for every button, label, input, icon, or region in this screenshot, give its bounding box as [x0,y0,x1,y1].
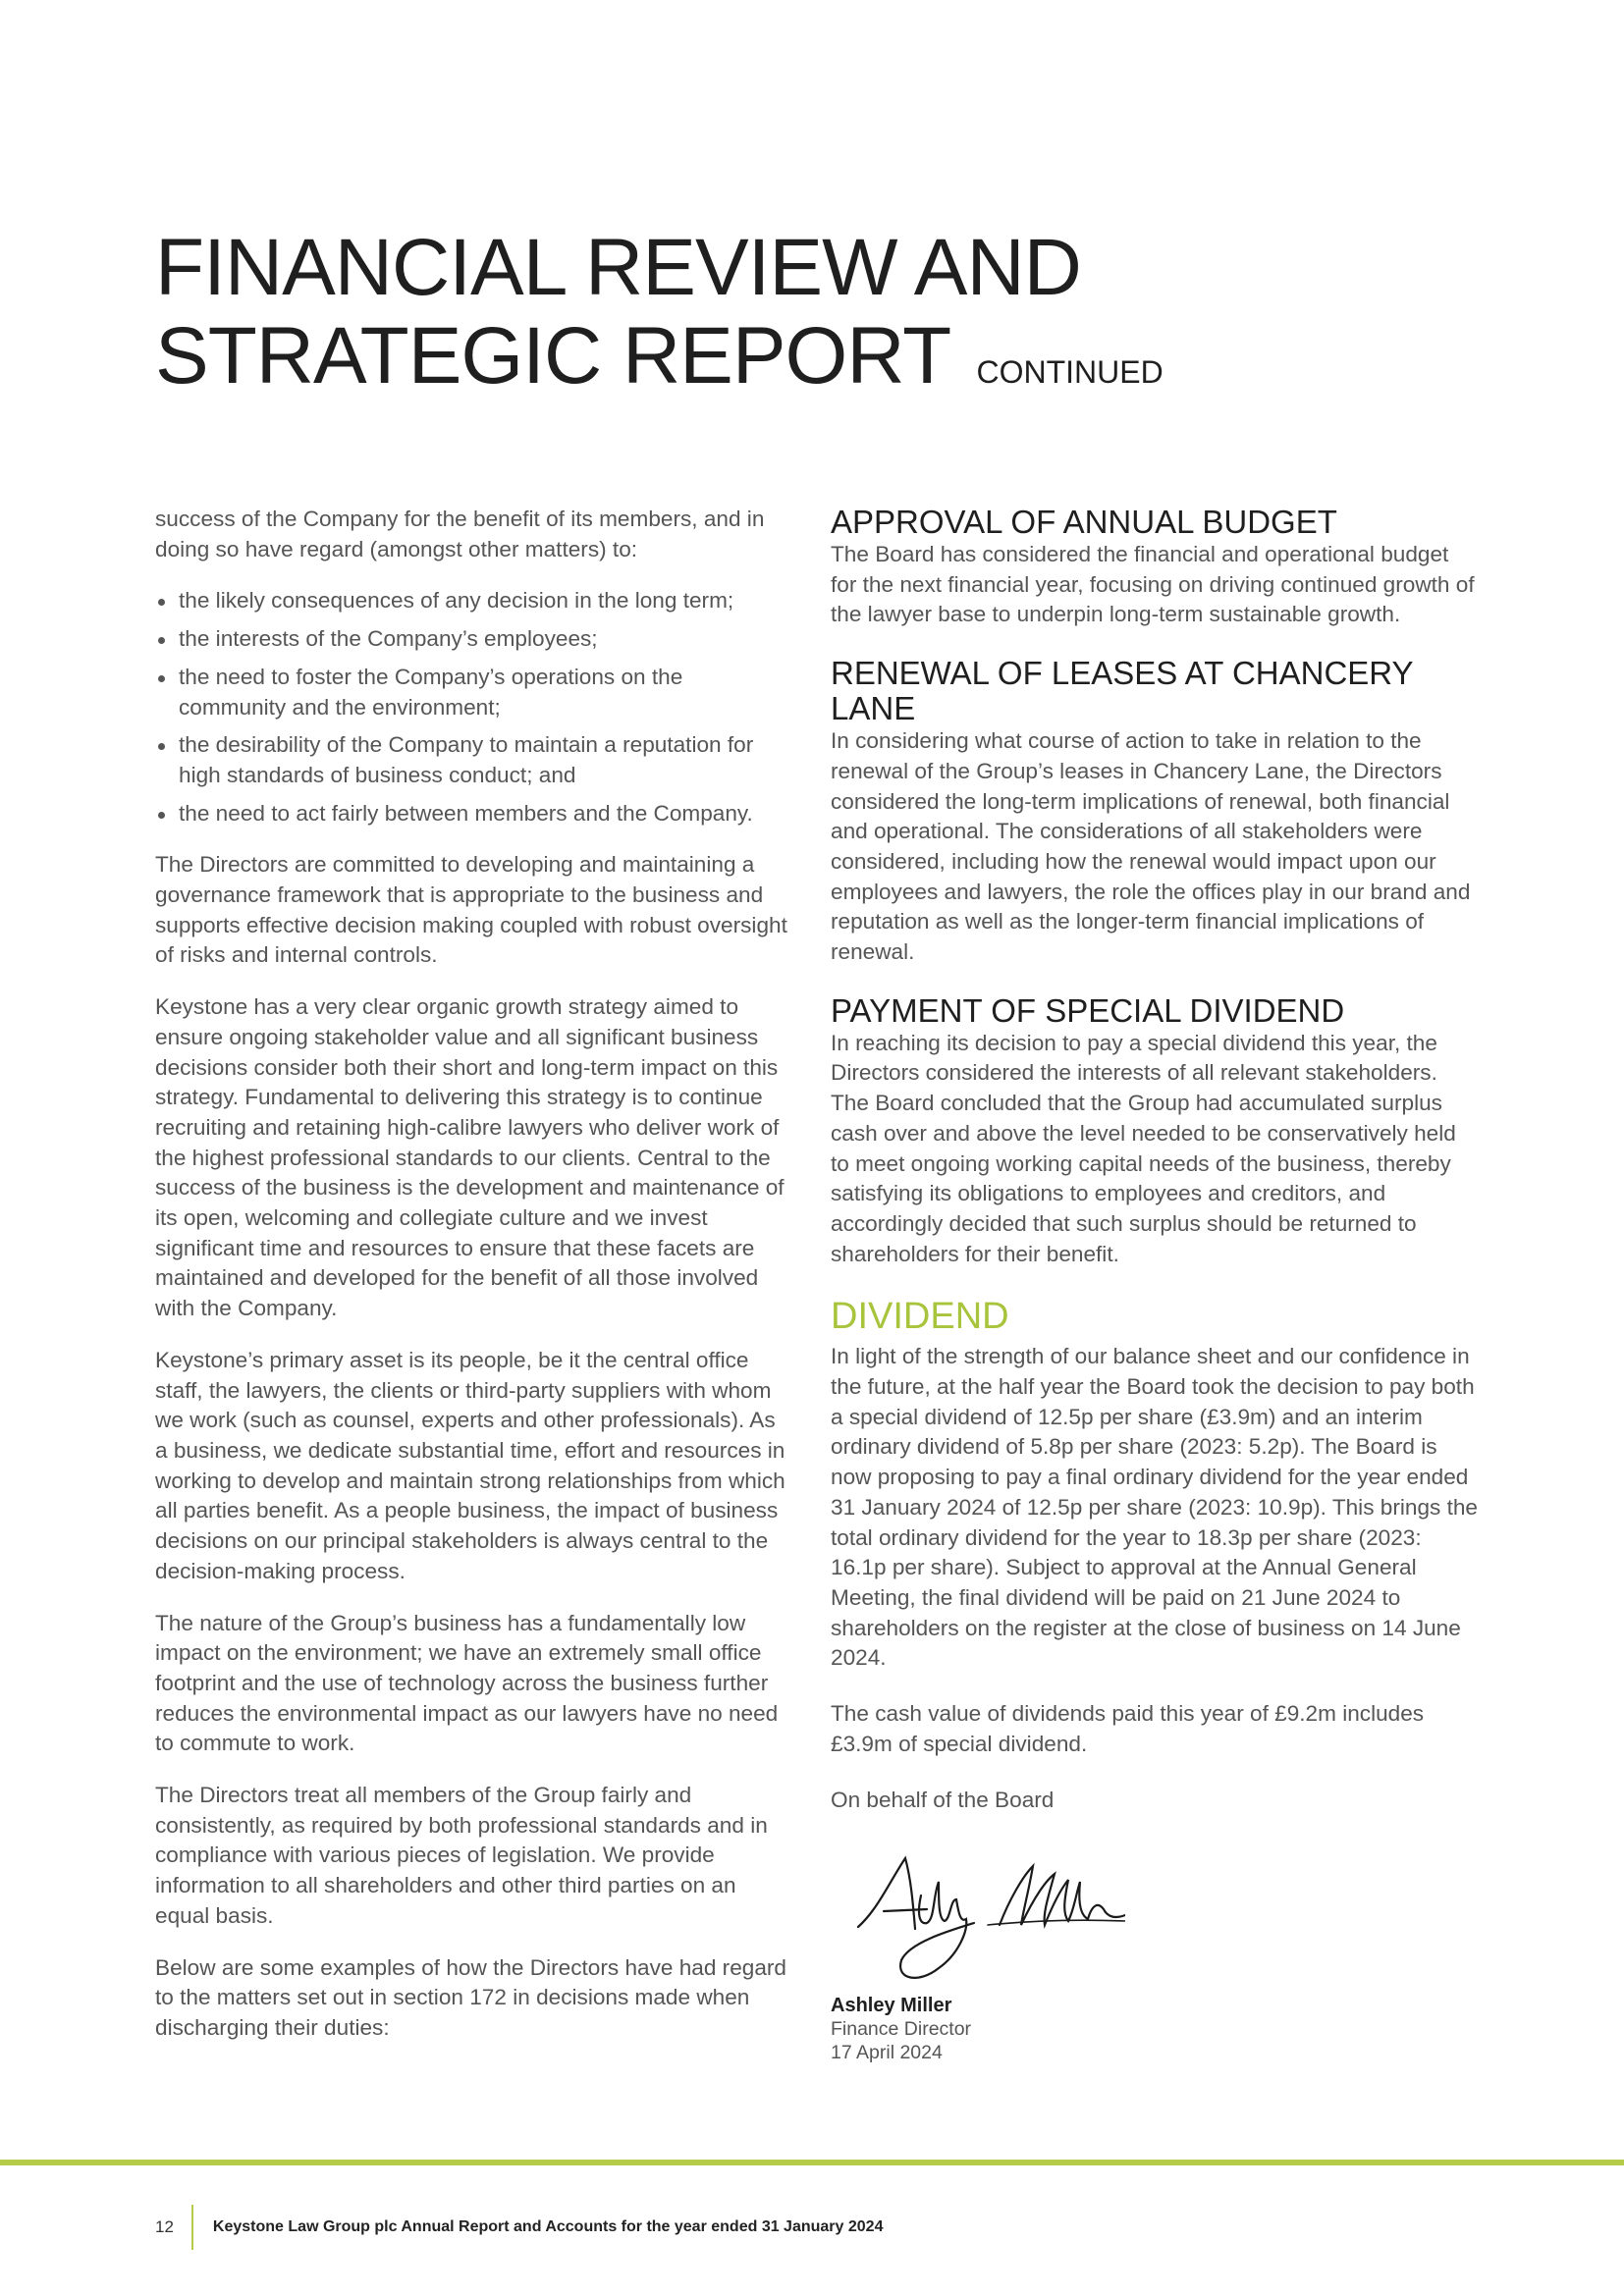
right-column [831,505,1479,2064]
title-continued: CONTINUED [976,354,1164,390]
list-item: the need to foster the Company’s operations on the community and the environment; [155,663,793,722]
footer-text: Keystone Law Group plc Annual Report and Accounts for the year ended 31 January 2024 [212,2218,884,2235]
heading-dividend: DIVIDEND [831,1296,1009,1338]
footer [155,2205,883,2250]
paragraph-governance: The Directors are committed to developing and maintaining a governance framework that is appropriate to the business and supports effective decision making coupled with robust oversight of risks and internal controls. [155,852,787,968]
list-item: the interests of the Company’s employees; [155,624,793,655]
list-item: the need to act fairly between members and the Company. [155,799,793,829]
paragraph-environment: The nature of the Group’s business has a fundamentally low impact on the environment; we have an extremely small office footprint and the use of technology across the business further reduces the environmental impact as our lawyers have no need to commute to work. [155,1610,779,1756]
paragraph-growth-strategy: Keystone has a very clear organic growth strategy aimed to ensure ongoing stakeholder value and all significant business decisions consider both their short and long-term impact on this strategy. Fundamental to delivering this strategy is to continue recruiting and retaining high-calibre lawyers who deliver work of the highest professional standards to our clients. Central to the success of the business is the development and maintenance of its open, welcoming and collegiate culture and we invest significant time and resources to ensure that these facets are maintained and developed for the benefit of all those involved with the Company. [155,994,785,1321]
title-line-2: STRATEGIC REPORT [155,311,949,400]
heading-special-dividend: PAYMENT OF SPECIAL DIVIDEND [831,991,1345,1029]
regard-list [155,586,793,828]
page-number: 12 [155,2217,174,2236]
on-behalf-text: On behalf of the Board [831,1787,1055,1812]
title-line-1: FINANCIAL REVIEW AND [155,223,1081,312]
heading-leases: RENEWAL OF LEASES AT CHANCERY LANE [831,655,1413,727]
paragraph-fair-treatment: The Directors treat all members of the Group fairly and consistently, as required by both professional standards and in compliance with various pieces of legislation. We provide information to all shareholders and other third parties on an equal basis. [155,1783,768,1928]
left-column [155,505,793,2065]
signature-image [831,1841,1479,1988]
footer-divider [191,2205,193,2250]
footer-rule [0,2160,1624,2165]
signatory-date: 17 April 2024 [831,2042,943,2064]
list-item: the desirability of the Company to maintain a reputation for high standards of business conduct; and [155,730,793,790]
body-annual-budget: The Board has considered the financial and operational budget for the next financial year, focusing on driving continued growth of the lawyer base to underpin long-term sustainable growth. [831,542,1475,627]
list-item: the likely consequences of any decision in the long term; [155,586,793,616]
heading-annual-budget: APPROVAL OF ANNUAL BUDGET [831,504,1337,540]
intro-paragraph: success of the Company for the benefit of its members, and in doing so have regard (amongst other matters) to: [155,507,765,561]
body-special-dividend: In reaching its decision to pay a special dividend this year, the Directors considered the interests of all relevant stakeholders. The Board concluded that the Group had accumulated surplus cash over and above the level needed to be conservatively held to meet ongoing working capital needs of the business, thereby satisfying its obligations to employees and creditors, and accordingly decided that such surplus should be returned to shareholders for their benefit. [831,1030,1456,1266]
signatory-role: Finance Director [831,2018,972,2041]
signatory-name: Ashley Miller [831,1995,952,2017]
dividend-paragraph-2: The cash value of dividends paid this year of £9.2m includes £3.9m of special dividend. [831,1701,1425,1756]
body-leases: In considering what course of action to take in relation to the renewal of the Group’s leases in Chancery Lane, the Directors considered the long-term implications of renewal, both financial and operational. The considerations of all stakeholders were considered, including how the renewal would impact upon our employees and lawyers, the role the offices play in our brand and reputation as well as the longer-term financial implications of renewal. [831,728,1471,965]
paragraph-examples: Below are some examples of how the Directors have had regard to the matters set out in section 172 in decisions made when discharging their duties: [155,1954,786,2040]
page-title [155,224,1164,416]
dividend-paragraph-1: In light of the strength of our balance sheet and our confidence in the future, at the half year the Board took the decision to pay both a special dividend of 12.5p per share (£3.9m) and an interim ordinary dividend of 5.8p per share (2023: 5.2p). The Board is now proposing to pay a final ordinary dividend for the year ended 31 January 2024 of 12.5p per share (2023: 10.9p). This brings the total ordinary dividend for the year to 18.3p per share (2023: 16.1p per share). Subject to approval at the Annual General Meeting, the final dividend will be paid on 21 June 2024 to shareholders on the register at the close of business on 14 June 2024. [831,1344,1479,1671]
paragraph-people: Keystone’s primary asset is its people, be it the central office staff, the lawyers, the clients or third-party suppliers with whom we work (such as counsel, experts and other professionals). As a business, we dedicate substantial time, effort and resources in working to develop and maintain strong relationships from which all parties benefit. As a people business, the impact of business decisions on our principal stakeholders is always central to the decision-making process. [155,1347,785,1583]
